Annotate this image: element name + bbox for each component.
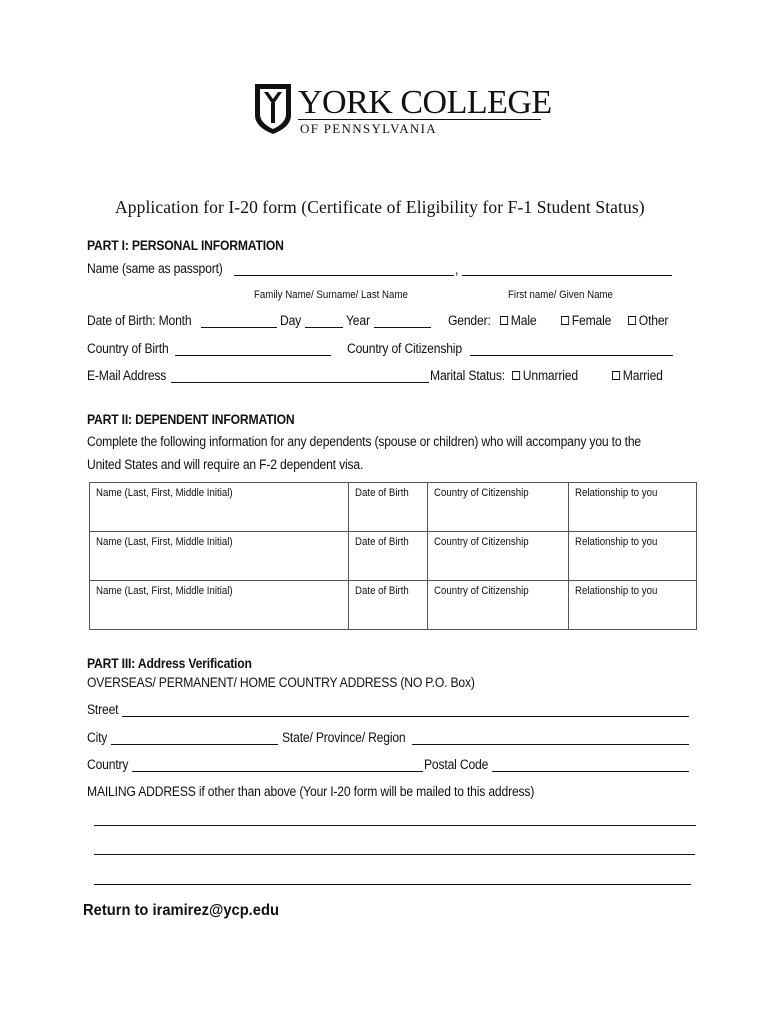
marital-label: Marital Status: (430, 368, 505, 383)
part3-heading: PART III: Address Verification (87, 656, 252, 671)
country-citizenship-label: Country of Citizenship (347, 341, 462, 356)
dependent-citizenship-cell[interactable]: Country of Citizenship (428, 532, 569, 581)
part2-description-line1: Complete the following information for any dependents (spouse or children) who will accompany you to the (87, 434, 641, 449)
street-label: Street (87, 702, 119, 717)
part2-description-line2: United States and will require an F-2 dependent visa. (87, 457, 364, 472)
dob-month-label: Date of Birth: Month (87, 313, 192, 328)
shield-logo-icon (254, 83, 292, 135)
family-name-caption: Family Name/ Surname/ Last Name (254, 289, 408, 301)
checkbox-icon (628, 316, 636, 325)
email-label: E-Mail Address (87, 368, 167, 383)
logo-wordmark: YORK COLLEGE (298, 84, 552, 121)
postal-code-field[interactable] (492, 771, 689, 772)
dob-day-field[interactable] (305, 327, 343, 328)
gender-male-label: Male (510, 313, 537, 328)
state-field[interactable] (412, 744, 689, 745)
country-label: Country (87, 757, 129, 772)
logo-divider (298, 119, 541, 120)
dob-year-label: Year (346, 313, 370, 328)
dob-year-field[interactable] (374, 327, 431, 328)
part3-subheading: OVERSEAS/ PERMANENT/ HOME COUNTRY ADDRESS (NO P.O. Box) (87, 675, 475, 690)
dependent-name-cell[interactable]: Name (Last, First, Middle Initial) (90, 483, 349, 532)
postal-code-label: Postal Code (424, 757, 489, 772)
dependent-citizenship-cell[interactable]: Country of Citizenship (428, 483, 569, 532)
form-title: Application for I-20 form (Certificate of Eligibility for F-1 Student Status) (115, 197, 645, 217)
state-label: State/ Province/ Region (282, 730, 406, 745)
logo-subtitle: OF PENNSYLVANIA (300, 121, 437, 136)
gender-other-label: Other (638, 313, 669, 328)
table-row (90, 581, 697, 630)
country-birth-field[interactable] (175, 355, 331, 356)
marital-unmarried-label: Unmarried (522, 368, 578, 383)
gender-female-option[interactable] (561, 313, 611, 328)
first-name-field[interactable] (462, 275, 672, 276)
country-field[interactable] (132, 771, 423, 772)
mailing-address-line-1[interactable] (94, 825, 696, 826)
table-row (90, 483, 697, 532)
dob-day-label: Day (280, 313, 302, 328)
marital-married-option[interactable] (612, 368, 663, 383)
part1-heading: PART I: PERSONAL INFORMATION (87, 238, 284, 253)
name-label: Name (same as passport) (87, 261, 223, 276)
dependent-relationship-cell[interactable]: Relationship to you (569, 483, 697, 532)
dependent-relationship-cell[interactable]: Relationship to you (569, 532, 697, 581)
gender-female-label: Female (571, 313, 612, 328)
checkbox-icon (612, 371, 620, 380)
gender-male-option[interactable] (500, 313, 536, 328)
street-field[interactable] (122, 716, 689, 717)
checkbox-icon (561, 316, 569, 325)
country-citizenship-field[interactable] (470, 355, 673, 356)
dependent-dob-cell[interactable]: Date of Birth (349, 581, 428, 630)
dependents-table (89, 482, 697, 630)
table-row (90, 532, 697, 581)
return-email: Return to iramirez@ycp.edu (83, 902, 279, 919)
gender-label: Gender: (448, 313, 491, 328)
dob-month-field[interactable] (201, 327, 277, 328)
dependent-dob-cell[interactable]: Date of Birth (349, 483, 428, 532)
first-name-caption: First name/ Given Name (508, 289, 613, 301)
part2-heading: PART II: DEPENDENT INFORMATION (87, 412, 295, 427)
marital-married-label: Married (622, 368, 663, 383)
dependent-dob-cell[interactable]: Date of Birth (349, 532, 428, 581)
email-field[interactable] (171, 382, 429, 383)
dependent-citizenship-cell[interactable]: Country of Citizenship (428, 581, 569, 630)
city-field[interactable] (111, 744, 278, 745)
marital-unmarried-option[interactable] (512, 368, 578, 383)
dependent-name-cell[interactable]: Name (Last, First, Middle Initial) (90, 532, 349, 581)
checkbox-icon (512, 371, 520, 380)
city-label: City (87, 730, 108, 745)
country-birth-label: Country of Birth (87, 341, 169, 356)
mailing-address-line-3[interactable] (94, 884, 691, 885)
dependent-relationship-cell[interactable]: Relationship to you (569, 581, 697, 630)
mailing-address-line-2[interactable] (94, 854, 695, 855)
checkbox-icon (500, 316, 508, 325)
dependent-name-cell[interactable]: Name (Last, First, Middle Initial) (90, 581, 349, 630)
name-comma: , (455, 262, 459, 277)
mailing-address-label: MAILING ADDRESS if other than above (Your I-20 form will be mailed to this address) (87, 784, 535, 799)
family-name-field[interactable] (234, 275, 454, 276)
gender-other-option[interactable] (628, 313, 668, 328)
